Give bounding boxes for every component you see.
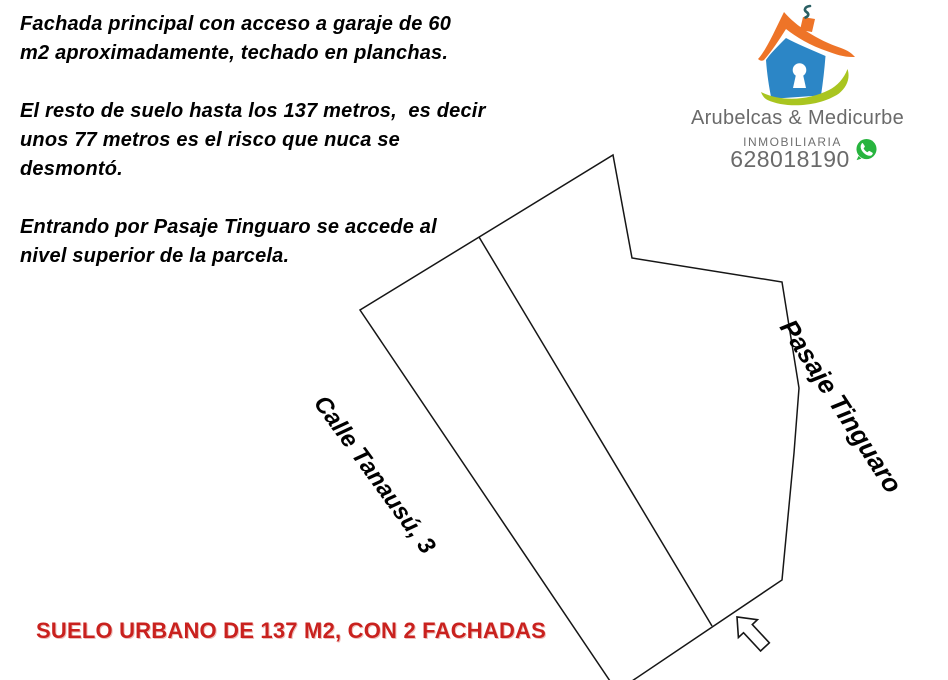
description-line: El resto de suelo hasta los 137 metros, es decir [20, 100, 486, 122]
description-line: Entrando por Pasaje Tinguaro se accede al [20, 216, 437, 238]
agency-name: Arubelcas & Medicurbe [690, 107, 905, 129]
description-line: unos 77 metros es el risco que nuca se [20, 129, 400, 151]
agency-tagline: INMOBILIARIA [743, 135, 842, 149]
parcel-boundary-outline [360, 155, 799, 680]
street-label-calle-tanausu: Calle Tanausú, 3 [308, 390, 441, 560]
parcel-divider-line [479, 237, 712, 626]
description-line: nivel superior de la parcela. [20, 245, 290, 267]
description-line: m2 aproximadamente, techado en planchas. [20, 42, 449, 64]
agency-phone-number: 628018190 [730, 146, 850, 172]
street-label-pasaje-tinguaro: Pasaje Tinguaro [773, 313, 909, 499]
description-line: desmontó. [20, 158, 123, 180]
description-line: Fachada principal con acceso a garaje de 60 [20, 13, 452, 35]
headline-banner: SUELO URBANO DE 137 M2, CON 2 FACHADAS [36, 618, 547, 643]
entrance-arrow-icon [727, 608, 774, 656]
